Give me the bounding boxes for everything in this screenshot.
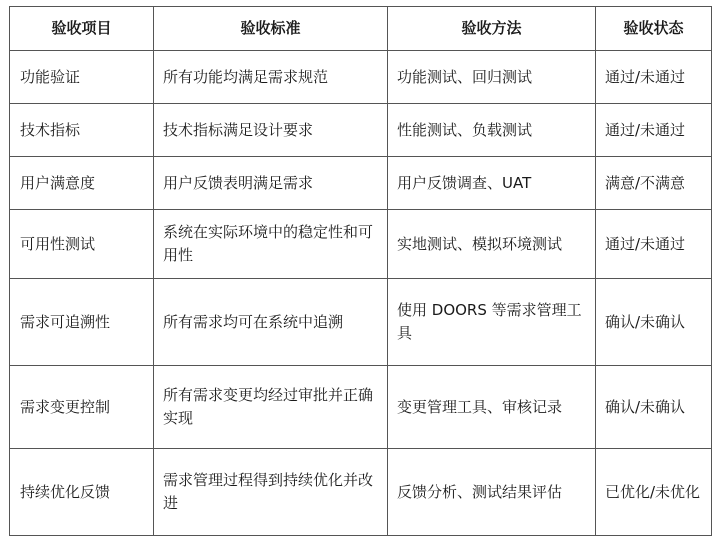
cell-standard: 系统在实际环境中的稳定性和可用性 bbox=[154, 210, 388, 279]
cell-standard: 技术指标满足设计要求 bbox=[154, 104, 388, 157]
cell-item: 需求变更控制 bbox=[10, 366, 154, 449]
table-row bbox=[10, 157, 712, 210]
header-item: 验收项目 bbox=[10, 7, 154, 51]
header-standard: 验收标准 bbox=[154, 7, 388, 51]
cell-method: 变更管理工具、审核记录 bbox=[388, 366, 596, 449]
cell-item: 持续优化反馈 bbox=[10, 449, 154, 536]
cell-standard: 所有功能均满足需求规范 bbox=[154, 51, 388, 104]
cell-method: 功能测试、回归测试 bbox=[388, 51, 596, 104]
cell-item: 需求可追溯性 bbox=[10, 279, 154, 366]
cell-standard: 用户反馈表明满足需求 bbox=[154, 157, 388, 210]
header-row bbox=[10, 7, 712, 51]
cell-standard: 所有需求均可在系统中追溯 bbox=[154, 279, 388, 366]
cell-standard: 需求管理过程得到持续优化并改进 bbox=[154, 449, 388, 536]
cell-method: 使用 DOORS 等需求管理工具 bbox=[388, 279, 596, 366]
cell-status: 通过/未通过 bbox=[596, 51, 712, 104]
cell-status: 通过/未通过 bbox=[596, 210, 712, 279]
cell-status: 确认/未确认 bbox=[596, 366, 712, 449]
table-row bbox=[10, 449, 712, 536]
table-row bbox=[10, 366, 712, 449]
table-row bbox=[10, 279, 712, 366]
cell-item: 可用性测试 bbox=[10, 210, 154, 279]
header-status: 验收状态 bbox=[596, 7, 712, 51]
table-row bbox=[10, 51, 712, 104]
cell-status: 确认/未确认 bbox=[596, 279, 712, 366]
cell-status: 通过/未通过 bbox=[596, 104, 712, 157]
table-row bbox=[10, 104, 712, 157]
cell-item: 用户满意度 bbox=[10, 157, 154, 210]
cell-standard: 所有需求变更均经过审批并正确实现 bbox=[154, 366, 388, 449]
header-method: 验收方法 bbox=[388, 7, 596, 51]
cell-method: 实地测试、模拟环境测试 bbox=[388, 210, 596, 279]
cell-item: 技术指标 bbox=[10, 104, 154, 157]
table-row bbox=[10, 210, 712, 279]
cell-item: 功能验证 bbox=[10, 51, 154, 104]
cell-status: 已优化/未优化 bbox=[596, 449, 712, 536]
cell-method: 用户反馈调查、UAT bbox=[388, 157, 596, 210]
cell-status: 满意/不满意 bbox=[596, 157, 712, 210]
cell-method: 反馈分析、测试结果评估 bbox=[388, 449, 596, 536]
cell-method: 性能测试、负载测试 bbox=[388, 104, 596, 157]
acceptance-table bbox=[9, 6, 712, 536]
